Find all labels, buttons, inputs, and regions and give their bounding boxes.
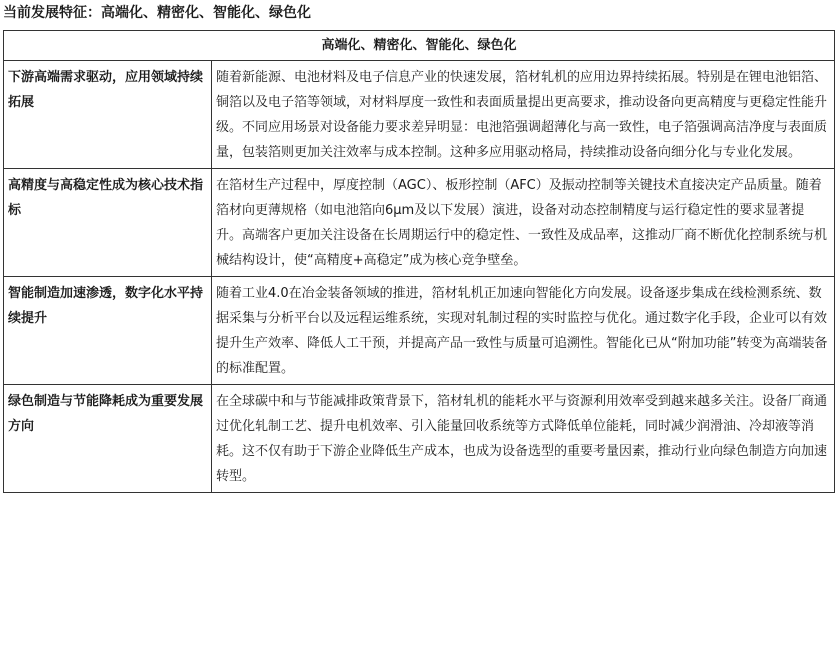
row-text-smart: 随着工业4.0在冶金装备领域的推进，箔材轧机正加速向智能化方向发展。设备逐步集成在线检测系统、数据采集与分析平台以及远程运维系统，实现对轧制过程的实时监控与优化。通过数字化手段，企业可以有效提升生产效率、降低人工干预，并提高产品一致性与质量可追溯性。智能化已从“附加功能”转变为高端装备的标准配置。 [212, 277, 835, 385]
table-header: 高端化、精密化、智能化、绿色化 [4, 31, 835, 61]
row-text-green: 在全球碳中和与节能减排政策背景下，箔材轧机的能耗水平与资源利用效率受到越来越多关注。设备厂商通过优化轧制工艺、提升电机效率、引入能量回收系统等方式降低单位能耗，同时减少润滑油、冷却液等消耗。这不仅有助于下游企业降低生产成本，也成为设备选型的重要考量因素，推动行业向绿色制造方向加速转型。 [212, 385, 835, 493]
row-label-demand: 下游高端需求驱动，应用领域持续拓展 [4, 61, 212, 169]
table-row [4, 169, 835, 277]
page-title: 当前发展特征：高端化、精密化、智能化、绿色化 [3, 5, 311, 21]
table-row [4, 61, 835, 169]
features-table [3, 30, 835, 493]
table-row [4, 277, 835, 385]
table-header-row [4, 31, 835, 61]
row-label-smart: 智能制造加速渗透，数字化水平持续提升 [4, 277, 212, 385]
table-row [4, 385, 835, 493]
row-label-precision: 高精度与高稳定性成为核心技术指标 [4, 169, 212, 277]
row-text-precision: 在箔材生产过程中，厚度控制（AGC）、板形控制（AFC）及振动控制等关键技术直接决定产品质量。随着箔材向更薄规格（如电池箔向6μm及以下发展）演进，设备对动态控制精度与运行稳定性的要求显著提升。高端客户更加关注设备在长周期运行中的稳定性、一致性及成品率，这推动厂商不断优化控制系统与机械结构设计，使“高精度+高稳定”成为核心竞争壁垒。 [212, 169, 835, 277]
row-label-green: 绿色制造与节能降耗成为重要发展方向 [4, 385, 212, 493]
row-text-demand: 随着新能源、电池材料及电子信息产业的快速发展，箔材轧机的应用边界持续拓展。特别是在锂电池铝箔、铜箔以及电子箔等领域，对材料厚度一致性和表面质量提出更高要求，推动设备向更高精度与更稳定性能升级。不同应用场景对设备能力要求差异明显：电池箔强调超薄化与高一致性，电子箔强调高洁净度与表面质量，包装箔则更加关注效率与成本控制。这种多应用驱动格局，持续推动设备向细分化与专业化发展。 [212, 61, 835, 169]
